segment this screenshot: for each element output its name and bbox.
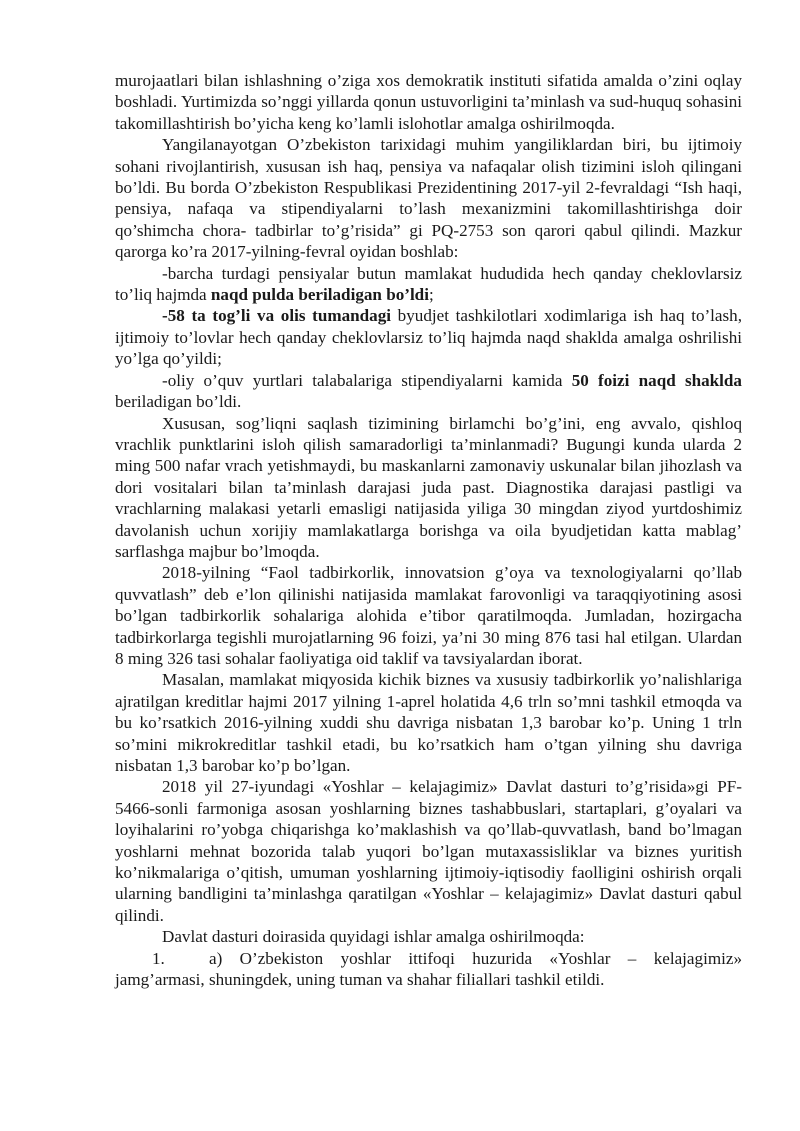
list-item-pensions [115, 263, 742, 306]
numbered-item-1 [115, 948, 742, 991]
list-item-text: byudjet tashkilotlari xodimlariga ish haq to’lash, ijtimoiy to’lovlar hech qanday cheklovlarsiz to’liq hajmda naqd shaklda amalga oshrilishi yo’lga qo’yildi; [115, 306, 742, 369]
paragraph-entrepreneurship: 2018-yilning “Faol tadbirkorlik, innovatsion g’oya va texnologiyalarni qo’llab quvvatlash” deb e’lon qilinishi natijasida mamlakat farovonligi va taraqqiyotining asosi bo’lgan tadbirkorlik sohalariga alohida e’tibor qaratilmoqda. Jumladan, hozirgacha tadbirkorlarga tegishli murojatlarning 96 foizi, ya’ni 30 ming 876 tasi hal etilgan. Ulardan 8 ming 326 tasi sohalar faoliyatiga oid taklif va tavsiyalardan iborat. [115, 563, 742, 668]
item-number: 1. [152, 948, 165, 968]
paragraph-credits: Masalan, mamlakat miqyosida kichik biznes va xususiy tadbirkorlik yo’nalishlariga ajratilgan kreditlar hajmi 2017 yilning 1-aprel holatida 4,6 trln so’mni tashkil etmoqda va bu ko’rsatkich 2016-yilning xuddi shu davriga nisbatan 1,3 barobar ko’p. Uning 1 trln so’mini mikrokreditlar tashkil etadi, bu ko’rsatkich ham o’tgan yilning shu davriga nisbatan 1,3 barobar ko’p bo’lgan. [115, 670, 742, 775]
document-page [115, 70, 742, 990]
bold-emphasis: naqd pulda beriladigan bo’ldi [210, 285, 429, 305]
list-item-text: -oliy o’quv yurtlari talabalariga stipendiyalarni kamida [162, 370, 572, 390]
list-item-stipends [115, 370, 742, 413]
list-item-text: ; [428, 285, 434, 305]
paragraph-youth-program: 2018 yil 27-iyundagi «Yoshlar – kelajagimiz» Davlat dasturi to’g’risida»gi PF-5466-sonli farmoniga asosan yoshlarning biznes tashabbuslari, startaplari, g’oyalari va loyihalarini ro’yobga chiqarishga ko’maklashish va qo’llab-quvvatlash, band bo’lmagan yoshlarni mehnat bozorida talab yuqori bo’lgan mutaxassisliklar va biznes yuritish ko’nikmalariga o’qitish, umuman yoshlarning ijtimoiy-iqtisodiy faolligini oshirish orqali ularning bandligini ta’minlashga qaratilgan «Yoshlar – kelajagimiz» Davlat dasturi qabul qilindi. [115, 777, 742, 925]
numbered-item-text: a) O’zbekiston yoshlar ittifoqi huzurida «Yoshlar – kelajagimiz» jamg’armasi, shuningdek, uning tuman va shahar filiallari tashkil etildi. [115, 948, 742, 990]
paragraph-healthcare: Xususan, sog’liqni saqlash tizimining birlamchi bo’g’ini, eng avvalo, qishloq vrachlik punktlarini isloh qilish samaradorligi ta’minlanmadi? Bugungi kunda ularda 2 ming 500 nafar vrach yetishmaydi, bu maskanlarni zamonaviy uskunalar bilan jihozlash va dori vositalari bilan ta’minlash darajasi juda past. Diagnostika darajasi pastligi va vrachlarning malakasi yetarli emasligi natijasida yiliga 30 mingdan ziyod yurtdoshimiz davolanish uchun xorijiy mamlakatlarga borishga va oila byudjetidan katta mablag’ sarflashga majbur bo’lmoqda. [115, 413, 742, 561]
list-item-text: -barcha turdagi pensiyalar butun mamlakat hududida hech qanday cheklovlarsiz to’liq hajmda [115, 263, 742, 305]
list-item-districts [115, 305, 742, 369]
list-item-text: beriladigan bo’ldi. [115, 392, 242, 412]
bold-emphasis: 50 foizi naqd shaklda [571, 370, 742, 390]
paragraph-social-reform: Yangilanayotgan O’zbekiston tarixidagi muhim yangiliklardan biri, bu ijtimoiy sohani rivojlantirish, xususan ish haq, pensiya va nafaqalar olish tizimini isloh qilingani bo’ldi. Bu borda O’zbekiston Respublikasi Prezidentining 2017-yil 2-fevraldagi “Ish haqi, pensiya, nafaqa va stipendiyalarni to’lash mexanizmini takomillashtirishga doir qo’shimcha chora- tadbirlar to’g’risida” gi PQ-2753 son qarori qabul qilindi. Mazkur qarorga ko’ra 2017-yilning-fevral oyidan boshlab: [115, 135, 742, 262]
paragraph-intro: murojaatlari bilan ishlashning o’ziga xos demokratik instituti sifatida amalda o’zini oqlay boshladi. Yurtimizda so’nggi yillarda qonun ustuvorligini ta’minlash va sud-huquq sohasini takomillashtirish bo’yicha keng ko’lamli islohotlar amalga oshirilmoqda. [115, 71, 742, 133]
bold-emphasis: -58 ta tog’li va olis tumandagi [162, 306, 391, 326]
paragraph-program-intro: Davlat dasturi doirasida quyidagi ishlar amalga oshirilmoqda: [162, 927, 585, 947]
